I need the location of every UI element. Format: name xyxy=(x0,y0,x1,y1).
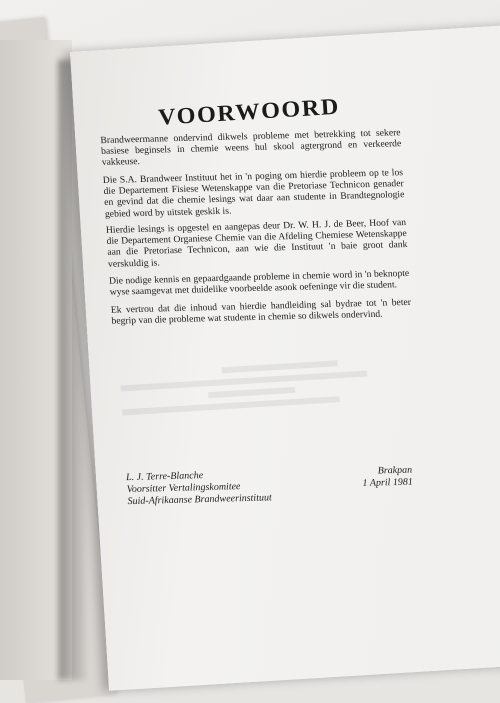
foreword-body xyxy=(98,90,411,338)
show-through-text xyxy=(119,350,414,458)
paragraph: Hierdie lesings is opgestel en aangepas deur Dr. W. H. J. de Beer, Hoof van die Departement Organiese Chemie van die Afdeling Chemiese Wetenskappe aan die Pretoriase Technicon, aan wie die Instituut 'n baie groot dank verskuldig is. xyxy=(105,217,408,270)
date: 1 April 1981 xyxy=(362,476,414,489)
paragraph: Die S.A. Brandweer Instituut het in 'n poging om hierdie probleem op te los die Departement Fisiese Wetenskappe van die Pretoriase Technicon genader en gevind dat die chemie lesings wat daar aan studente in Brandtegnologie gebied word by uitstek geskik is. xyxy=(102,166,405,220)
place-date xyxy=(361,465,413,490)
signatory-organization: Suid-Afrikaanse Brandweerinstituut xyxy=(127,492,273,508)
paragraph: Brandweermanne ondervind dikwels probleme met betrekking tot sekere basiese beginsels in chemie weens hul skool agtergrond en verkeerde vakkeuse. xyxy=(100,127,402,169)
signature-block xyxy=(126,464,428,508)
paragraph: Die nodige kennis en gepaardgaande probleme in chemie word in 'n beknopte wyse saamgevat met duidelike voorbeelde asook oefeninge vir die student. xyxy=(108,268,410,299)
book-page xyxy=(70,23,500,690)
page-title: VOORWOORD xyxy=(157,93,341,130)
place: Brakpan xyxy=(377,464,413,477)
paragraph: Ek vertrou dat die inhoud van hierdie handleiding sal bydrae tot 'n beter begrip van die probleme wat studente in chemie so dikwels ondervind. xyxy=(110,296,412,327)
signatory-role: Voorsitter Vertalingskomitee xyxy=(126,481,241,496)
signatory-name: L. J. Terre-Blanche xyxy=(125,470,204,484)
